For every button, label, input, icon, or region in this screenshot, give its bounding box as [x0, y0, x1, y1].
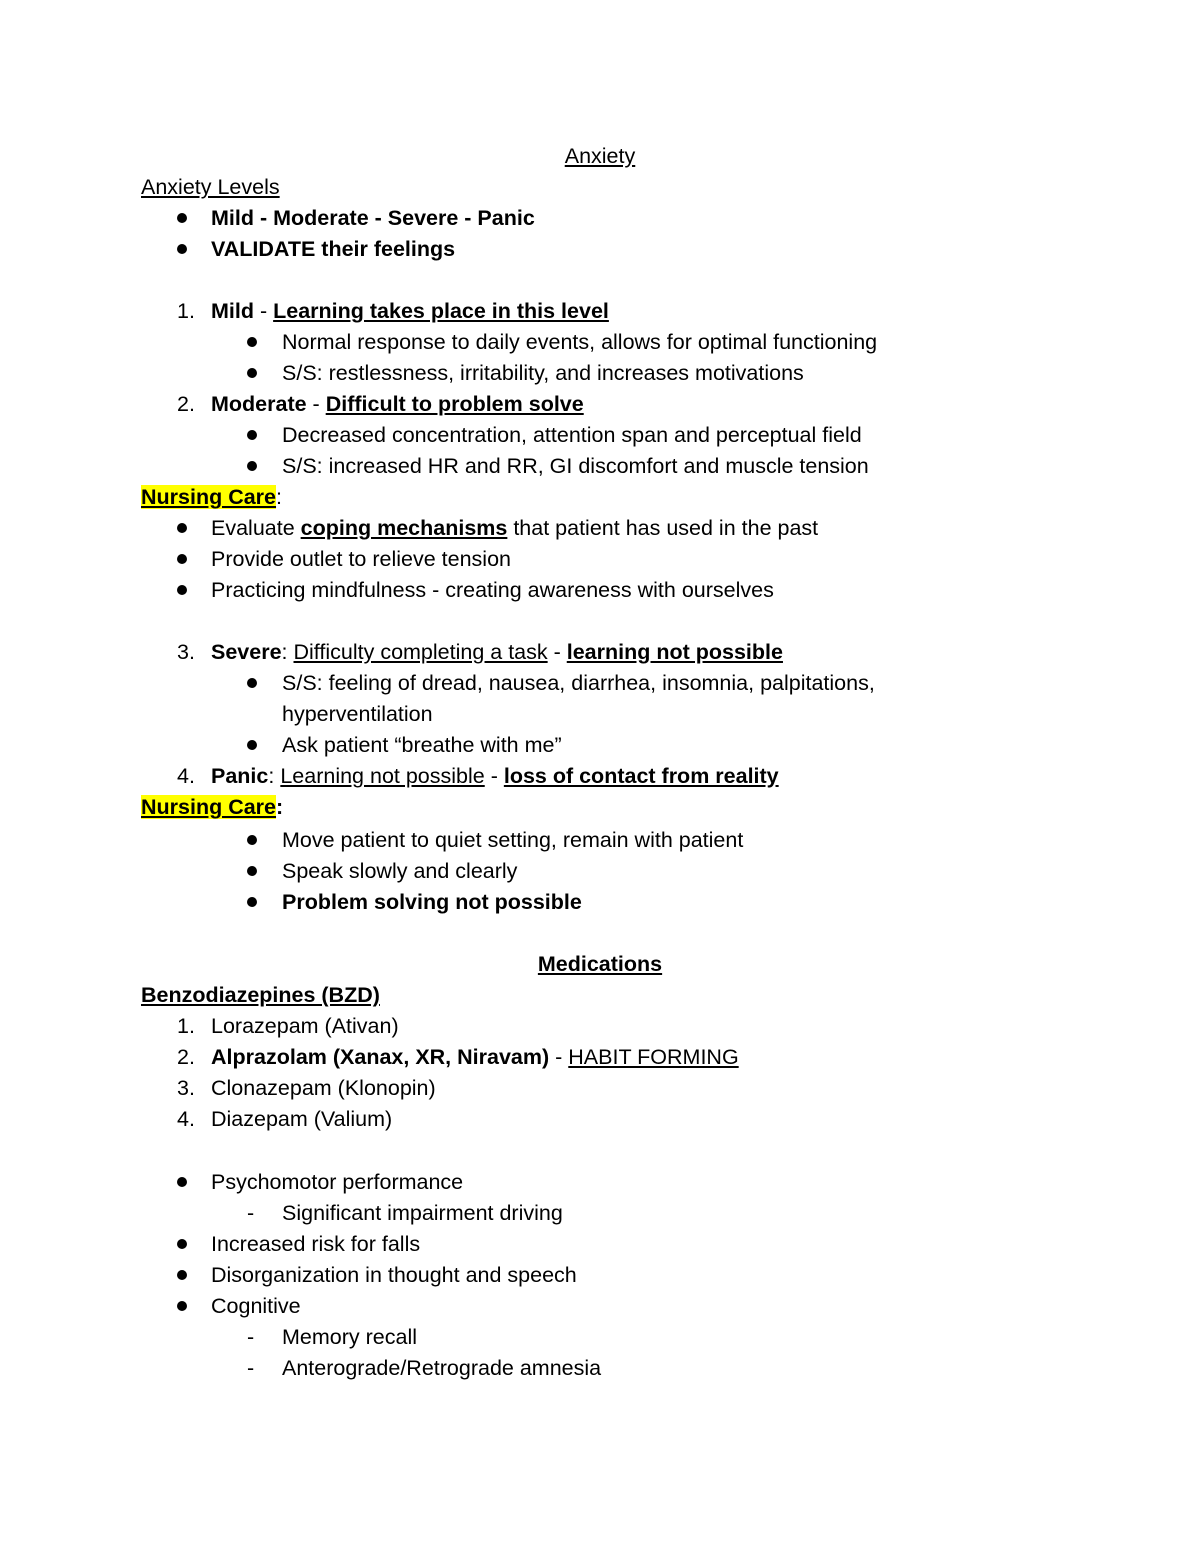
- list-number: 4.: [177, 764, 195, 788]
- list-item-continued: [0, 699, 1200, 730]
- habit-forming-warning: HABIT FORMING: [568, 1045, 739, 1069]
- level-name: Severe: [211, 640, 282, 664]
- level-description: Learning takes place in this level: [273, 299, 609, 323]
- bullet-icon: [177, 575, 197, 606]
- list-item: [0, 887, 1200, 918]
- level-name: Moderate: [211, 392, 307, 416]
- list-item: [0, 544, 1200, 575]
- evaluate-suffix: that patient has used in the past: [507, 516, 819, 540]
- nursing-care-heading: [0, 482, 1200, 513]
- list-number: 1.: [177, 299, 195, 323]
- separator: -: [254, 299, 274, 323]
- list-item: [0, 856, 1200, 887]
- nursing-item-bold: Problem solving not possible: [282, 890, 582, 914]
- nursing-item: Practicing mindfulness - creating awareness with ourselves: [211, 578, 774, 602]
- list-item: [0, 1167, 1200, 1198]
- level-emphasis: loss of contact from reality: [503, 764, 779, 788]
- list-item: [0, 668, 1200, 699]
- separator: -: [306, 392, 326, 416]
- list-number: 4.: [177, 1107, 195, 1131]
- nursing-care-label: Nursing Care: [141, 795, 277, 819]
- bzd-heading: Benzodiazepines (BZD): [141, 983, 380, 1007]
- list-item: [0, 730, 1200, 761]
- bullet-icon: [247, 327, 267, 358]
- level-moderate: [0, 389, 1200, 420]
- list-item: [0, 451, 1200, 482]
- list-number: 2.: [177, 1045, 195, 1069]
- nursing-care-label: Nursing Care: [141, 485, 277, 509]
- list-item: [0, 575, 1200, 606]
- bullet-icon: [177, 544, 197, 575]
- level-name: Panic: [211, 764, 269, 788]
- level-mild: [0, 296, 1200, 327]
- nursing-item: Provide outlet to relieve tension: [211, 547, 511, 571]
- bullet-icon: [177, 234, 197, 265]
- bullet-icon: [177, 203, 197, 234]
- bullet-icon: [247, 451, 267, 482]
- separator: -: [547, 640, 567, 664]
- list-item: [0, 234, 1200, 265]
- mild-point: Normal response to daily events, allows for optimal functioning: [282, 330, 878, 354]
- level-description: Difficulty completing a task: [293, 640, 548, 664]
- drug-name: Clonazepam (Klonopin): [211, 1076, 436, 1100]
- drug-name: Alprazolam (Xanax, XR, Niravam): [211, 1045, 550, 1069]
- list-number: 3.: [177, 640, 195, 664]
- effect-item: Cognitive: [211, 1294, 301, 1318]
- anxiety-levels-line: [0, 172, 1200, 203]
- levels-overview: Mild - Moderate - Severe - Panic: [211, 206, 535, 230]
- list-item: [0, 327, 1200, 358]
- drug-item: [0, 1104, 1200, 1135]
- list-number: 3.: [177, 1076, 195, 1100]
- bullet-icon: [247, 825, 267, 856]
- colon: :: [276, 485, 282, 509]
- anxiety-title-line: [0, 141, 1200, 172]
- list-item: [0, 825, 1200, 856]
- drug-item: [0, 1011, 1200, 1042]
- nursing-item: Speak slowly and clearly: [282, 859, 518, 883]
- bullet-icon: [177, 1167, 197, 1198]
- effect-subitem: Anterograde/Retrograde amnesia: [282, 1356, 602, 1380]
- coping-mechanisms: coping mechanisms: [300, 516, 508, 540]
- nursing-care-heading: [0, 792, 1200, 823]
- level-emphasis: learning not possible: [566, 640, 783, 664]
- bzd-heading-line: [0, 980, 1200, 1011]
- mild-point: S/S: restlessness, irritability, and increases motivations: [282, 361, 804, 385]
- effect-item: Disorganization in thought and speech: [211, 1263, 577, 1287]
- bullet-icon: [177, 1260, 197, 1291]
- bullet-icon: [177, 1291, 197, 1322]
- moderate-point: S/S: increased HR and RR, GI discomfort and muscle tension: [282, 454, 869, 478]
- moderate-point: Decreased concentration, attention span and perceptual field: [282, 423, 862, 447]
- list-item: [0, 1322, 1200, 1353]
- bullet-icon: [247, 887, 267, 918]
- colon: :: [268, 764, 281, 788]
- level-panic: [0, 761, 1200, 792]
- list-item: [0, 203, 1200, 234]
- drug-name: Diazepam (Valium): [211, 1107, 393, 1131]
- evaluate-prefix: Evaluate: [211, 516, 301, 540]
- breathe-with-me: Ask patient “breathe with me”: [282, 733, 562, 757]
- effect-subitem: Memory recall: [282, 1325, 417, 1349]
- list-item: [0, 1260, 1200, 1291]
- level-description: Learning not possible: [280, 764, 485, 788]
- drug-item: [0, 1042, 1200, 1073]
- bullet-icon: [247, 668, 267, 699]
- medications-title-line: [0, 949, 1200, 980]
- bullet-icon: [247, 420, 267, 451]
- list-item: [0, 358, 1200, 389]
- separator: -: [484, 764, 504, 788]
- list-item: [0, 1291, 1200, 1322]
- bullet-icon: [247, 856, 267, 887]
- severe-point: S/S: feeling of dread, nausea, diarrhea, insomnia, palpitations,: [282, 671, 875, 695]
- effect-item: Increased risk for falls: [211, 1232, 421, 1256]
- drug-name: Lorazepam (Ativan): [211, 1014, 399, 1038]
- list-item: [0, 1229, 1200, 1260]
- level-severe: [0, 637, 1200, 668]
- list-item: [0, 420, 1200, 451]
- severe-point-continued: hyperventilation: [282, 702, 433, 726]
- medications-title: Medications: [537, 952, 663, 976]
- bullet-icon: [247, 358, 267, 389]
- colon: :: [276, 795, 284, 819]
- list-number: 1.: [177, 1014, 195, 1038]
- dash-marker: -: [247, 1325, 255, 1349]
- bullet-icon: [247, 730, 267, 761]
- level-name: Mild: [211, 299, 254, 323]
- list-number: 2.: [177, 392, 195, 416]
- list-item: [0, 1353, 1200, 1384]
- nursing-item: Move patient to quiet setting, remain with patient: [282, 828, 744, 852]
- colon: :: [281, 640, 294, 664]
- dash-marker: -: [247, 1356, 255, 1380]
- effect-item: Psychomotor performance: [211, 1170, 464, 1194]
- level-description: Difficult to problem solve: [325, 392, 584, 416]
- bullet-icon: [177, 513, 197, 544]
- bullet-icon: [177, 1229, 197, 1260]
- anxiety-title: Anxiety: [564, 144, 636, 168]
- list-item: [0, 513, 1200, 544]
- effect-subitem: Significant impairment driving: [282, 1201, 563, 1225]
- validate-feelings: VALIDATE their feelings: [211, 237, 456, 261]
- drug-item: [0, 1073, 1200, 1104]
- anxiety-levels-heading: Anxiety Levels: [141, 175, 280, 199]
- separator: -: [549, 1045, 569, 1069]
- dash-marker: -: [247, 1201, 255, 1225]
- list-item: [0, 1198, 1200, 1229]
